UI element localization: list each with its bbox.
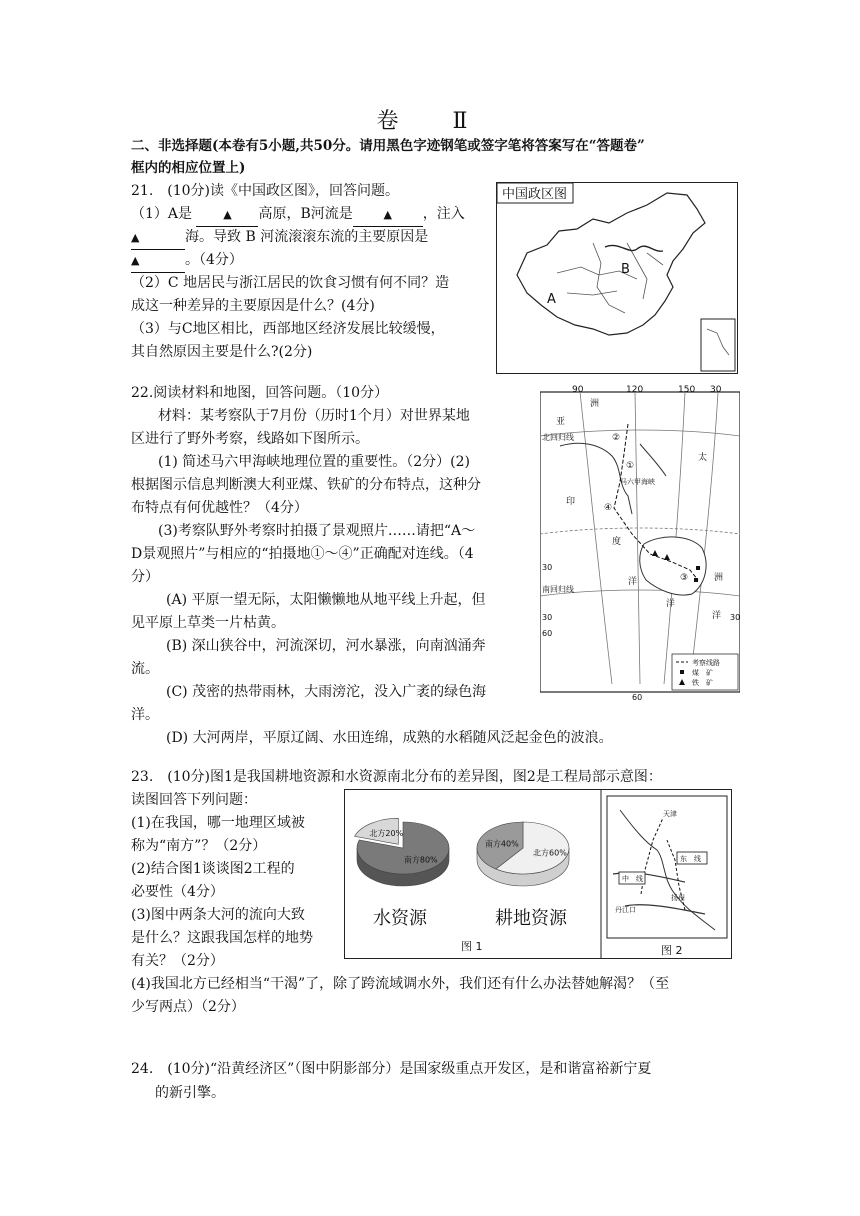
q23-line7: 有关？（2分） <box>131 953 224 969</box>
triangle-icon: ▲ <box>131 231 140 244</box>
pie-charts-group <box>355 818 569 886</box>
coal-mine-icon <box>694 578 698 582</box>
legend-coal-symbol <box>680 670 684 674</box>
lat-label: 30 <box>542 613 553 622</box>
china-map <box>496 182 738 374</box>
pie-slice-label: 南方40% <box>484 839 519 849</box>
map-label: 马六甲海峡 <box>620 478 655 486</box>
q22-sub-line1: (1) 简述马六甲海峡地理位置的重要性。（2分）(2) <box>158 454 471 470</box>
site-label: ① <box>626 461 635 471</box>
answer-blank <box>131 226 185 250</box>
map-label: 洲 <box>714 573 724 583</box>
coal-mine-icon <box>696 566 700 570</box>
q21-text: 海。导致 B 河流滚滚东流的主要原因是 <box>185 229 429 245</box>
site-label: ② <box>612 433 621 443</box>
lon-label: 30 <box>710 385 722 395</box>
route-map <box>540 384 740 704</box>
legend-coal-label: 煤 矿 <box>692 669 713 677</box>
q23-line9: 少写两点）（2分） <box>131 999 245 1015</box>
q24-line2: 的新引擎。 <box>155 1085 225 1101</box>
pie-slice-label: 北方20% <box>369 828 404 838</box>
pie-land-title: 耕地资源 <box>495 908 567 929</box>
q22-option-c-line2: 洋。 <box>131 707 159 723</box>
q21-part2-line2: 成这一种差异的主要原因是什么？(4分) <box>131 298 375 314</box>
answer-blank <box>196 203 258 227</box>
q23-line6: 是什么？这跟我国怎样的地势 <box>131 930 313 946</box>
q21-part2-line1: （2）C 地居民与浙江居民的饮食习惯有何不同？造 <box>131 275 450 291</box>
q21-text: （1）A是 <box>131 206 193 222</box>
q21-text: 高原，B河流是 <box>258 206 353 222</box>
map-label-b: B <box>621 262 630 277</box>
q21-part1-line2 <box>131 226 428 250</box>
map-label: 印 <box>566 497 576 507</box>
legend-route-label: 考察线路 <box>692 659 720 667</box>
q21-part3-line2: 其自然原因主要是什么?(2分) <box>131 344 313 360</box>
map-label-a: A <box>547 292 556 307</box>
map-label: 北回归线 <box>542 433 574 442</box>
lon-label: 120 <box>626 385 644 395</box>
south-sea-inset <box>701 319 735 371</box>
lon-label: 60 <box>632 693 643 702</box>
q24-line1: 24. (10分)“沿黄经济区”（图中阴影部分）是国家级重点开发区，是和谐富裕新宁夏 <box>131 1061 652 1077</box>
q22-option-d: (D) 大河两岸，平原辽阔、水田连绵，成熟的水稻随风泛起金色的波浪。 <box>166 730 613 746</box>
q22-sub-line3: 布特点有何优越性？（4分） <box>131 500 308 516</box>
map-label: 度 <box>612 537 622 547</box>
page-title: 卷 Ⅱ <box>376 109 484 134</box>
map-label: 洋 <box>666 599 676 609</box>
q21-text: ，注入 <box>422 206 465 222</box>
q21-part1-line1 <box>131 203 465 227</box>
section-header-line1: 二、非选择题(本卷有5小题,共50分。请用黑色字迹钢笔或签字笔将答案写在“答题卷” <box>131 138 645 154</box>
fig2-label-caption: 图 2 <box>661 944 683 957</box>
lat-label: 30 <box>730 613 740 622</box>
lat-label: 30 <box>542 563 553 572</box>
pie-water-title: 水资源 <box>373 908 427 929</box>
map-label: 南回归线 <box>542 585 574 594</box>
q23-line4: 必要性（4分） <box>131 884 224 900</box>
lon-label: 150 <box>678 385 696 395</box>
q22-option-b-line1: (B) 深山狭谷中，河流深切，河水暴涨，向南汹涌奔 <box>166 638 486 654</box>
q22-sub-line5: D景观照片”与相应的“拍摄地①～④”正确配对连线。（4 <box>131 546 474 562</box>
q23-header: 23. (10分)图1是我国耕地资源和水资源南北分布的差异图，图2是工程局部示意图： <box>131 769 662 785</box>
answer-blank <box>131 249 185 273</box>
q22-sub-line6: 分） <box>131 569 159 585</box>
china-outline <box>517 193 705 335</box>
site-label: ④ <box>604 503 613 513</box>
map-label: 太 <box>698 453 708 463</box>
q21-part3-line1: （3）与C地区相比，西部地区经济发展比较缓慢， <box>131 321 445 337</box>
q23-figures <box>345 790 731 958</box>
q22-option-b-line2: 流。 <box>131 661 159 677</box>
triangle-icon: ▲ <box>223 208 232 221</box>
pie-slice-label: 北方60% <box>533 848 567 858</box>
q22-material-line2: 区进行了野外考察，线路如下图所示。 <box>131 431 369 447</box>
q22-option-a-line2: 见平原上草类一片枯黄。 <box>131 615 285 631</box>
q22-sub-line4: (3)考察队野外考察时拍摄了景观照片……请把“A～ <box>158 523 476 539</box>
section-header-line2: 框内的相应位置上) <box>131 160 246 176</box>
route-map-drawing <box>540 384 740 704</box>
map-label: 洋 <box>628 577 638 587</box>
q22-option-c-line1: (C) 茂密的热带雨林，大雨滂沱，没入广袤的绿色海 <box>166 684 487 700</box>
q23-line0: 读图回答下列问题： <box>131 792 257 808</box>
q23-line5: (3)图中两条大河的流向大致 <box>131 907 305 923</box>
map-title: 中国政区图 <box>502 187 568 202</box>
q22-sub-line2: 根据图示信息判断澳大利亚煤、铁矿的分布特点，这种分 <box>131 477 481 493</box>
map-label: 洋 <box>712 611 722 621</box>
map-label: 洲 <box>590 399 600 409</box>
legend-iron-label: 铁 矿 <box>692 679 713 687</box>
q21-header: 21. (10分)读《中国政区图》，回答问题。 <box>131 183 400 199</box>
china-map-drawing <box>497 183 737 373</box>
q23-line2: 称为“南方”？（2分） <box>131 838 267 854</box>
q22-material-line1: 材料：某考察队于7月份（历时1个月）对世界某地 <box>158 408 470 424</box>
q23-line8: (4)我国北方已经相当“干渴”了，除了跨流域调水外，我们还有什么办法替她解渴？（至 <box>131 976 670 992</box>
q22-header: 22.阅读材料和地图，回答问题。（10分） <box>131 385 389 401</box>
fig2-label: 东 线 <box>680 855 701 863</box>
lat-label: 60 <box>542 629 553 638</box>
triangle-icon: ▲ <box>383 208 393 221</box>
fig1-label: 图 1 <box>461 940 483 953</box>
q23-line3: (2)结合图1谈谈图2工程的 <box>131 861 295 877</box>
q21-part1-line3 <box>131 249 243 273</box>
answer-blank <box>353 203 423 227</box>
q22-option-a-line1: (A) 平原一望无际，太阳懒懒地从地平线上升起，但 <box>166 592 486 608</box>
q23-line1: (1)在我国，哪一地理区域被 <box>131 815 305 831</box>
triangle-icon: ▲ <box>131 254 140 267</box>
lon-label: 90 <box>572 385 584 395</box>
q23-figure-frame <box>344 789 732 959</box>
pie-slice-label: 南方80% <box>403 855 438 865</box>
fig2-label: 丹江口 <box>615 906 636 914</box>
map-label: 亚 <box>556 417 566 427</box>
fig2-label: 中 线 <box>622 875 643 883</box>
fig2-label: 天津 <box>663 810 677 818</box>
site-label: ③ <box>680 573 689 583</box>
fig2-label: 扬州 <box>671 894 685 902</box>
q21-text: 。（4分） <box>185 252 243 268</box>
